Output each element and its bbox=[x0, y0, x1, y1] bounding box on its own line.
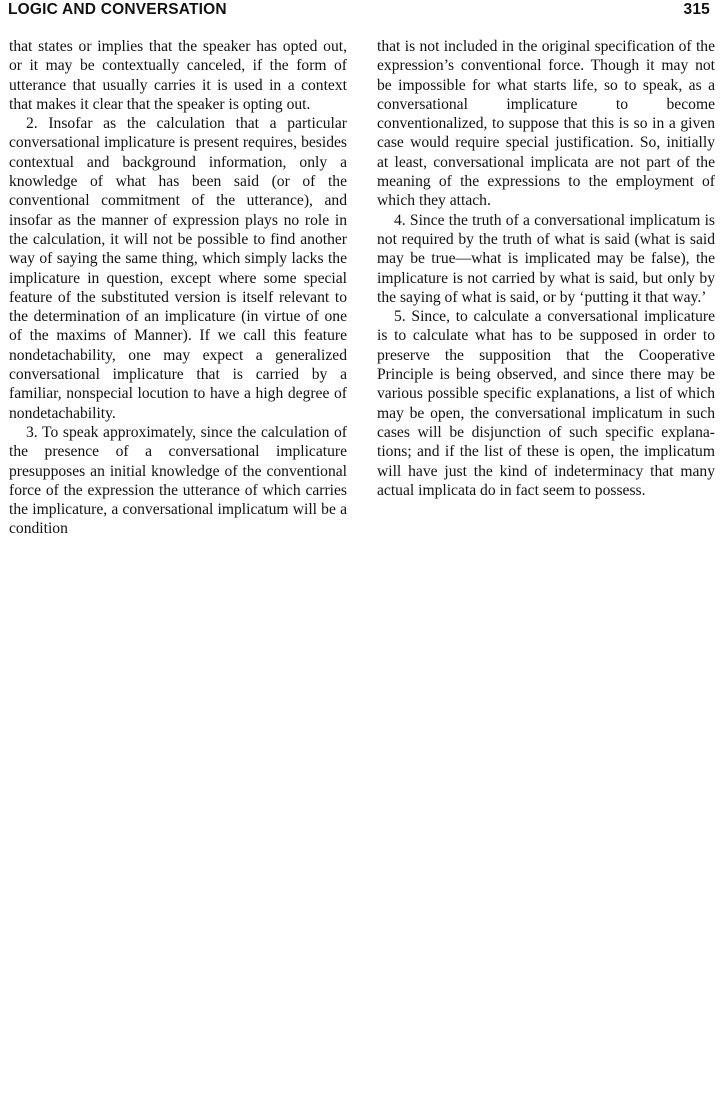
page-number: 315 bbox=[683, 1, 710, 18]
paragraph-point-5: 5. Since, to calculate a conversational implicature is to calculate what has to be supposed in order to preserve the supposition that the Cooperative Principle is being observed, and since there may be various possible specific explanations, a list of which may be open, the conversational implicatum in such cases will be disjunction of such specific explanations; and if the list of these is open, the implicatum will have just the kind of indeterminacy that many actual implicata do in fact seem to possess. bbox=[377, 308, 715, 499]
left-column bbox=[9, 37, 347, 539]
paragraph-point-2: 2. Insofar as the calculation that a particular conversational implicature is present requires, besides contextual and background information, only a knowledge of what has been said (or of the conventional commitment of the utterance), and insofar as the manner of expression plays no role in the calculation, it will not be possible to find another way of saying the same thing, which simply lacks the implicature in question, except where some special feature of the substituted version is itself relevant to the determination of an implicature (in virtue of one of the maxims of Manner). If we call this feature nondetachability, one may expect a generalized conversational implicature that is carried by a familiar, nonspecial locution to have a high degree of nondetachability. bbox=[9, 115, 347, 422]
right-column bbox=[377, 37, 715, 500]
running-title: LOGIC AND CONVERSATION bbox=[8, 1, 227, 18]
paragraph-point-3: 3. To speak approximately, since the calculation of the presence of a conversational implicature presupposes an initial knowledge of the conventional force of the expression the utterance of which carries the implicature, a conversational implicatum will be a condition bbox=[9, 423, 347, 538]
paragraph-continuation: that is not included in the original specification of the expression’s conventional force. Though it may not be impossible for what starts life, so to speak, as a conversational implicature to become conventionalized, to suppose that this is so in a given case would require special justification. So, initially at least, conversational implicata are not part of the meaning of the expressions to the employment of which they attach. bbox=[377, 38, 715, 210]
paragraph-continuation: that states or implies that the speaker has opted out, or it may be contextually canceled, if the form of utterance that usually carries it is used in a context that makes it clear that the speaker is opting out. bbox=[9, 38, 347, 113]
paragraph-point-4: 4. Since the truth of a conversational implicatum is not required by the truth of what is said (what is said may be true—what is implicated may be false), the implicature is not carried by what is said, but only by the saying of what is said, or by ‘putting it that way.’ bbox=[377, 211, 715, 306]
running-head bbox=[8, 0, 710, 22]
